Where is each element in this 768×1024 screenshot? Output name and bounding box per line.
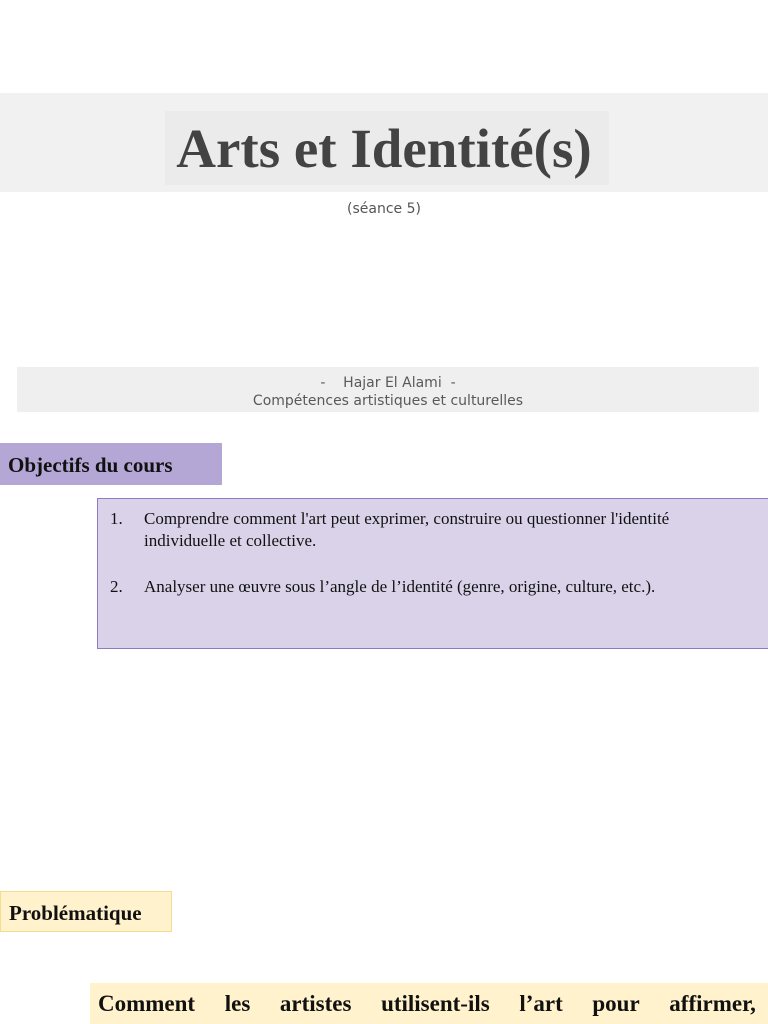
session-subtitle: (séance 5) [347, 201, 421, 217]
author-name: - Hajar El Alami - [320, 375, 456, 391]
question-word: l’art [519, 991, 563, 1016]
objectives-box [97, 498, 768, 649]
page-title: Arts et Identité(s) [176, 118, 592, 179]
question-word: les [224, 991, 251, 1016]
question-word: pour [592, 991, 640, 1016]
objective-number: 1. [110, 509, 123, 528]
objective-item [110, 508, 750, 552]
objective-number: 2. [110, 577, 123, 596]
question-word: utilisent-ils [381, 991, 490, 1016]
objective-item [110, 576, 750, 598]
objectives-heading: Objectifs du cours [0, 443, 222, 485]
problematique-question [98, 989, 756, 1019]
question-word: Comment [98, 991, 196, 1016]
problematique-heading: Problématique [0, 891, 172, 932]
question-word: artistes [279, 991, 352, 1016]
course-name: Compétences artistiques et culturelles [252, 393, 524, 409]
problematique-question-box [90, 983, 768, 1024]
objective-text: Comprendre comment l'art peut exprimer, construire ou questionner l'identité individuelle et collective. [144, 509, 670, 550]
objective-text: Analyser une œuvre sous l’angle de l’identité (genre, origine, culture, etc.). [144, 577, 656, 596]
question-word: affirmer, [669, 991, 756, 1016]
